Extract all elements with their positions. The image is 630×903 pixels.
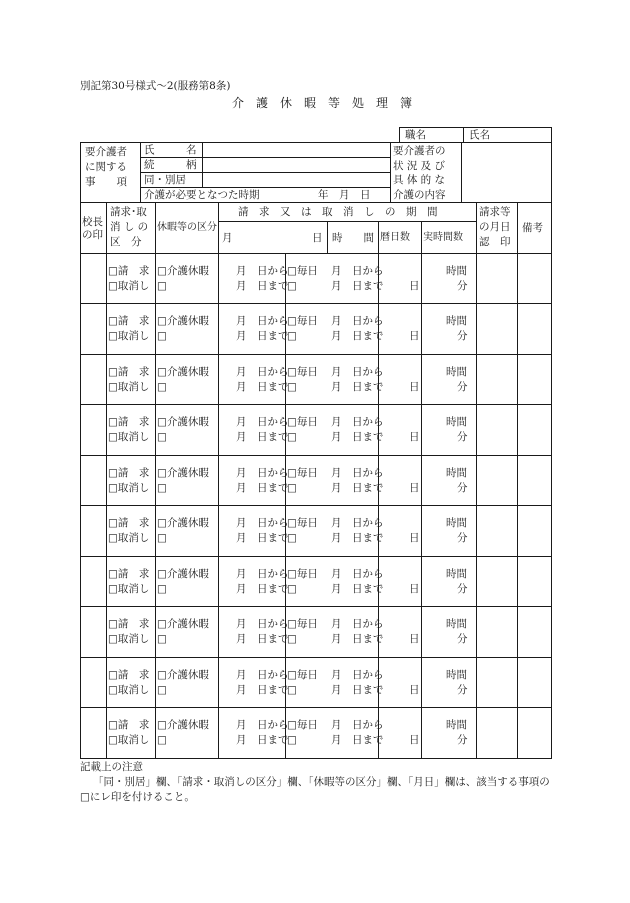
to-date-text: 月 日まで — [236, 482, 289, 494]
minute-unit: 分 — [457, 381, 468, 393]
period-header: 請 求 又 は 取 消 し の 期 間 — [238, 206, 438, 218]
daily-checkbox[interactable]: □毎日 — [287, 315, 318, 327]
time-to-text: 月 日まで — [331, 431, 384, 443]
page-title: 介 護 休 暇 等 処 理 簿 — [232, 96, 413, 110]
kubun-header-2: 消 し の — [110, 221, 149, 233]
minute-unit: 分 — [457, 633, 468, 645]
request-checkbox[interactable]: □請 求 — [108, 315, 150, 327]
actual-hours-header: 実時間数 — [423, 232, 463, 243]
hour-unit: 時間 — [446, 366, 467, 378]
request-checkbox[interactable]: □請 求 — [108, 568, 150, 580]
time-from-text: 月 日から — [331, 517, 384, 529]
custom-time-checkbox[interactable]: □ — [287, 684, 297, 696]
daily-checkbox[interactable]: □毎日 — [287, 669, 318, 681]
request-checkbox[interactable]: □請 求 — [108, 265, 150, 277]
to-date-text: 月 日まで — [236, 381, 289, 393]
custom-time-checkbox[interactable]: □ — [287, 633, 297, 645]
daily-checkbox[interactable]: □毎日 — [287, 568, 318, 580]
from-date-text: 月 日から — [236, 467, 289, 479]
from-date-text: 月 日から — [236, 366, 289, 378]
minute-unit: 分 — [457, 532, 468, 544]
care-leave-checkbox[interactable]: □介護休暇 — [157, 669, 209, 681]
daily-checkbox[interactable]: □毎日 — [287, 416, 318, 428]
from-date-text: 月 日から — [236, 315, 289, 327]
day-header: 日 — [312, 232, 323, 244]
hour-unit: 時間 — [446, 568, 467, 580]
time-from-text: 月 日から — [331, 669, 384, 681]
care-situation-label — [393, 144, 446, 202]
other-leave-checkbox[interactable]: □ — [157, 381, 167, 393]
care-situation-label-4: 介護の内容 — [393, 188, 446, 201]
leave-type-header: 休暇等の区分 — [157, 222, 217, 233]
time-from-text: 月 日から — [331, 315, 384, 327]
care-leave-checkbox[interactable]: □介護休暇 — [157, 416, 209, 428]
custom-time-checkbox[interactable]: □ — [287, 431, 297, 443]
name-field-top[interactable] — [496, 128, 550, 142]
hour-unit: 時間 — [446, 669, 467, 681]
minute-unit: 分 — [457, 431, 468, 443]
care-name-field[interactable] — [204, 143, 389, 157]
other-leave-checkbox[interactable]: □ — [157, 583, 167, 595]
other-leave-checkbox[interactable]: □ — [157, 684, 167, 696]
cancel-checkbox[interactable]: □取消し — [108, 381, 150, 393]
request-checkbox[interactable]: □請 求 — [108, 719, 150, 731]
minute-unit: 分 — [457, 684, 468, 696]
to-date-text: 月 日まで — [236, 532, 289, 544]
other-leave-checkbox[interactable]: □ — [157, 734, 167, 746]
day-unit: 日 — [409, 684, 420, 696]
other-leave-checkbox[interactable]: □ — [157, 330, 167, 342]
care-leave-checkbox[interactable]: □介護休暇 — [157, 315, 209, 327]
custom-time-checkbox[interactable]: □ — [287, 381, 297, 393]
day-unit: 日 — [409, 734, 420, 746]
care-leave-checkbox[interactable]: □介護休暇 — [157, 568, 209, 580]
time-to-text: 月 日まで — [331, 482, 384, 494]
care-date-label: 年 月 日 — [318, 189, 371, 201]
hour-unit: 時間 — [446, 467, 467, 479]
other-leave-checkbox[interactable]: □ — [157, 532, 167, 544]
other-leave-checkbox[interactable]: □ — [157, 633, 167, 645]
day-unit: 日 — [409, 431, 420, 443]
to-date-text: 月 日まで — [236, 280, 289, 292]
care-leave-checkbox[interactable]: □介護休暇 — [157, 467, 209, 479]
notes-heading: 記載上の注意 — [80, 761, 143, 773]
cancel-checkbox[interactable]: □取消し — [108, 583, 150, 595]
cancel-checkbox[interactable]: □取消し — [108, 684, 150, 696]
daily-checkbox[interactable]: □毎日 — [287, 517, 318, 529]
approval-header — [479, 205, 511, 250]
day-unit: 日 — [409, 532, 420, 544]
notes-line-1: 「同・別居」欄、「請求・取消しの区分」欄、「休暇等の区分」欄、「月日」欄は、該当する事項の — [93, 776, 550, 788]
time-from-text: 月 日から — [331, 265, 384, 277]
principal-header-2: の印 — [82, 229, 103, 241]
hour-unit: 時間 — [446, 719, 467, 731]
other-leave-checkbox[interactable]: □ — [157, 280, 167, 292]
form-id: 別記第30号様式〜2(服務第8条) — [80, 80, 231, 92]
day-unit: 日 — [409, 633, 420, 645]
day-unit: 日 — [409, 280, 420, 292]
cancel-checkbox[interactable]: □取消し — [108, 431, 150, 443]
approval-header-3: 認 印 — [479, 236, 511, 248]
custom-time-checkbox[interactable]: □ — [287, 482, 297, 494]
to-date-text: 月 日まで — [236, 583, 289, 595]
time-to-text: 月 日まで — [331, 280, 384, 292]
care-cohab-field[interactable] — [204, 173, 389, 187]
from-date-text: 月 日から — [236, 618, 289, 630]
daily-checkbox[interactable]: □毎日 — [287, 618, 318, 630]
hour-unit: 時間 — [446, 517, 467, 529]
request-checkbox[interactable]: □請 求 — [108, 618, 150, 630]
care-left-label-1: 要介護者 — [85, 146, 127, 158]
care-leave-checkbox[interactable]: □介護休暇 — [157, 366, 209, 378]
day-unit: 日 — [409, 482, 420, 494]
from-date-text: 月 日から — [236, 416, 289, 428]
care-leave-checkbox[interactable]: □介護休暇 — [157, 517, 209, 529]
custom-time-checkbox[interactable]: □ — [287, 330, 297, 342]
from-date-text: 月 日から — [236, 265, 289, 277]
time-to-text: 月 日まで — [331, 330, 384, 342]
daily-checkbox[interactable]: □毎日 — [287, 467, 318, 479]
remarks-header: 備考 — [522, 222, 543, 234]
to-date-text: 月 日まで — [236, 633, 289, 645]
care-time-label: 介護が必要となつた時期 — [144, 189, 260, 201]
care-situation-label-1: 要介護者の — [393, 145, 446, 157]
notes-line-2: □にレ印を付けること。 — [80, 791, 195, 803]
approval-header-1: 請求等 — [479, 206, 511, 218]
principal-seal-header — [82, 216, 103, 242]
to-date-text: 月 日まで — [236, 330, 289, 342]
minute-unit: 分 — [457, 280, 468, 292]
care-left-label — [85, 145, 127, 190]
cancel-checkbox[interactable]: □取消し — [108, 330, 150, 342]
care-situation-label-2: 状 況 及 び — [393, 159, 446, 172]
cancel-checkbox[interactable]: □取消し — [108, 734, 150, 746]
hour-unit: 時間 — [446, 618, 467, 630]
custom-time-checkbox[interactable]: □ — [287, 532, 297, 544]
time-from-text: 月 日から — [331, 568, 384, 580]
time-header: 時 間 — [332, 232, 374, 244]
custom-time-checkbox[interactable]: □ — [287, 280, 297, 292]
request-checkbox[interactable]: □請 求 — [108, 669, 150, 681]
cancel-checkbox[interactable]: □取消し — [108, 482, 150, 494]
care-name-label: 氏 名 — [144, 144, 197, 156]
kubun-header-3: 区 分 — [110, 236, 142, 248]
day-unit: 日 — [409, 330, 420, 342]
month-header: 月 — [222, 232, 233, 244]
daily-checkbox[interactable]: □毎日 — [287, 719, 318, 731]
custom-time-checkbox[interactable]: □ — [287, 734, 297, 746]
hour-unit: 時間 — [446, 265, 467, 277]
cancel-checkbox[interactable]: □取消し — [108, 532, 150, 544]
request-checkbox[interactable]: □請 求 — [108, 416, 150, 428]
care-left-label-2: に関する — [85, 161, 127, 173]
day-unit: 日 — [409, 381, 420, 393]
minute-unit: 分 — [457, 734, 468, 746]
time-to-text: 月 日まで — [331, 583, 384, 595]
from-date-text: 月 日から — [236, 517, 289, 529]
to-date-text: 月 日まで — [236, 734, 289, 746]
request-checkbox[interactable]: □請 求 — [108, 517, 150, 529]
care-leave-checkbox[interactable]: □介護休暇 — [157, 618, 209, 630]
kubun-header-1: 請求･取 — [110, 206, 147, 218]
care-relation-field[interactable] — [204, 158, 389, 172]
principal-header-1: 校長 — [82, 216, 103, 228]
time-to-text: 月 日まで — [331, 633, 384, 645]
post-label: 職名 — [405, 129, 426, 141]
minute-unit: 分 — [457, 482, 468, 494]
other-leave-checkbox[interactable]: □ — [157, 482, 167, 494]
care-left-label-3: 事 項 — [85, 176, 127, 188]
request-checkbox[interactable]: □請 求 — [108, 467, 150, 479]
care-cohab-label: 同・別居 — [144, 174, 186, 186]
time-from-text: 月 日から — [331, 366, 384, 378]
to-date-text: 月 日まで — [236, 431, 289, 443]
time-from-text: 月 日から — [331, 719, 384, 731]
name-label-top: 氏名 — [469, 129, 490, 141]
care-situation-label-3: 具 体 的 な — [393, 174, 446, 186]
from-date-text: 月 日から — [236, 669, 289, 681]
day-unit: 日 — [409, 583, 420, 595]
care-relation-label: 続 柄 — [144, 159, 197, 171]
time-to-text: 月 日まで — [331, 532, 384, 544]
cancel-checkbox[interactable]: □取消し — [108, 280, 150, 292]
hour-unit: 時間 — [446, 315, 467, 327]
approval-header-2: の月日 — [479, 221, 511, 233]
time-to-text: 月 日まで — [331, 734, 384, 746]
time-to-text: 月 日まで — [331, 684, 384, 696]
time-from-text: 月 日から — [331, 467, 384, 479]
hour-unit: 時間 — [446, 416, 467, 428]
time-from-text: 月 日から — [331, 416, 384, 428]
time-to-text: 月 日まで — [331, 381, 384, 393]
custom-time-checkbox[interactable]: □ — [287, 583, 297, 595]
post-field[interactable] — [430, 128, 462, 142]
care-situation-field[interactable] — [463, 143, 550, 201]
request-checkbox[interactable]: □請 求 — [108, 366, 150, 378]
minute-unit: 分 — [457, 583, 468, 595]
time-from-text: 月 日から — [331, 618, 384, 630]
other-leave-checkbox[interactable]: □ — [157, 431, 167, 443]
from-date-text: 月 日から — [236, 568, 289, 580]
to-date-text: 月 日まで — [236, 684, 289, 696]
daily-checkbox[interactable]: □毎日 — [287, 366, 318, 378]
kubun-header — [110, 205, 148, 250]
care-leave-checkbox[interactable]: □介護休暇 — [157, 265, 209, 277]
calendar-days-header: 暦日数 — [380, 232, 410, 243]
cancel-checkbox[interactable]: □取消し — [108, 633, 150, 645]
daily-checkbox[interactable]: □毎日 — [287, 265, 318, 277]
care-leave-checkbox[interactable]: □介護休暇 — [157, 719, 209, 731]
minute-unit: 分 — [457, 330, 468, 342]
from-date-text: 月 日から — [236, 719, 289, 731]
